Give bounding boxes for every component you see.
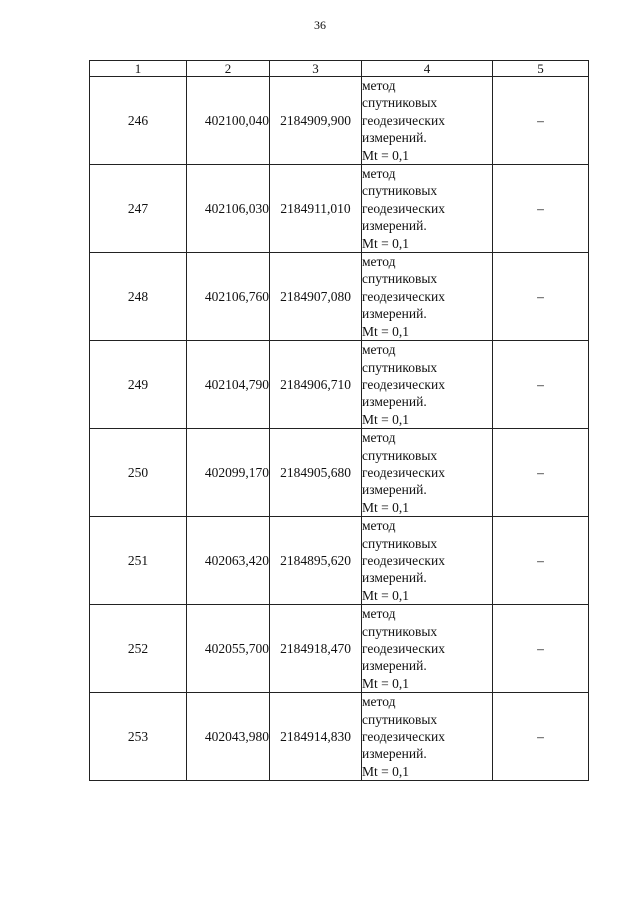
point-number-cell: 248: [90, 253, 187, 341]
page-number: 36: [314, 18, 326, 32]
method-line: геодезических: [362, 552, 445, 568]
table-row: [90, 429, 589, 517]
y-coordinate-cell: 2184909,900: [270, 77, 362, 165]
point-number-cell: 253: [90, 693, 187, 781]
method-line: Mt = 0,1: [362, 323, 409, 339]
method-line: геодезических: [362, 464, 445, 480]
method-line: Mt = 0,1: [362, 587, 409, 603]
method-line: геодезических: [362, 729, 445, 745]
column-header-2: 2: [187, 61, 270, 77]
method-line: Mt = 0,1: [362, 235, 409, 251]
y-coordinate-cell: 2184905,680: [270, 429, 362, 517]
table-row: [90, 605, 589, 693]
method-line: метод: [362, 342, 396, 358]
x-coordinate-cell: 402100,040: [187, 77, 270, 165]
table-row: [90, 165, 589, 253]
method-line: метод: [362, 254, 396, 270]
y-coordinate-cell: 2184906,710: [270, 341, 362, 429]
note-cell: –: [493, 165, 589, 253]
method-line: измерений.: [362, 570, 427, 586]
method-line: геодезических: [362, 376, 445, 392]
method-line: спутниковых: [362, 95, 438, 111]
point-number-cell: 250: [90, 429, 187, 517]
method-cell: [362, 605, 493, 693]
note-cell: –: [493, 429, 589, 517]
coordinates-table: [89, 60, 589, 781]
method-line: Mt = 0,1: [362, 499, 409, 515]
method-line: спутниковых: [362, 359, 438, 375]
method-line: измерений.: [362, 306, 427, 322]
method-line: метод: [362, 430, 396, 446]
point-number-cell: 251: [90, 517, 187, 605]
method-line: метод: [362, 78, 396, 93]
method-line: спутниковых: [362, 623, 438, 639]
method-line: Mt = 0,1: [362, 147, 409, 163]
method-line: измерений.: [362, 394, 427, 410]
method-line: метод: [362, 518, 396, 534]
method-line: измерений.: [362, 218, 427, 234]
method-line: спутниковых: [362, 183, 438, 199]
column-header-5: 5: [493, 61, 589, 77]
method-line: метод: [362, 694, 396, 710]
x-coordinate-cell: 402106,030: [187, 165, 270, 253]
method-line: спутниковых: [362, 447, 438, 463]
note-cell: –: [493, 77, 589, 165]
y-coordinate-cell: 2184907,080: [270, 253, 362, 341]
header-row: [90, 61, 589, 77]
point-number-cell: 252: [90, 605, 187, 693]
column-header-1: 1: [90, 61, 187, 77]
note-cell: –: [493, 253, 589, 341]
point-number-cell: 249: [90, 341, 187, 429]
x-coordinate-cell: 402104,790: [187, 341, 270, 429]
x-coordinate-cell: 402055,700: [187, 605, 270, 693]
method-line: спутниковых: [362, 711, 438, 727]
method-line: метод: [362, 166, 396, 182]
table-row: [90, 341, 589, 429]
method-line: измерений.: [362, 130, 427, 146]
method-cell: [362, 253, 493, 341]
x-coordinate-cell: 402106,760: [187, 253, 270, 341]
table-header: [90, 61, 589, 77]
method-line: измерений.: [362, 482, 427, 498]
x-coordinate-cell: 402063,420: [187, 517, 270, 605]
y-coordinate-cell: 2184911,010: [270, 165, 362, 253]
table-row: [90, 77, 589, 165]
x-coordinate-cell: 402099,170: [187, 429, 270, 517]
y-coordinate-cell: 2184918,470: [270, 605, 362, 693]
method-line: метод: [362, 606, 396, 622]
method-line: геодезических: [362, 200, 445, 216]
method-cell: [362, 429, 493, 517]
method-cell: [362, 165, 493, 253]
method-line: измерений.: [362, 658, 427, 674]
table-body: [90, 77, 589, 781]
method-line: Mt = 0,1: [362, 411, 409, 427]
method-line: спутниковых: [362, 271, 438, 287]
point-number-cell: 246: [90, 77, 187, 165]
x-coordinate-cell: 402043,980: [187, 693, 270, 781]
table-row: [90, 693, 589, 781]
column-header-4: 4: [362, 61, 493, 77]
method-line: Mt = 0,1: [362, 675, 409, 691]
note-cell: –: [493, 605, 589, 693]
method-line: спутниковых: [362, 535, 438, 551]
table-row: [90, 517, 589, 605]
method-line: геодезических: [362, 112, 445, 128]
point-number-cell: 247: [90, 165, 187, 253]
column-header-3: 3: [270, 61, 362, 77]
method-line: геодезических: [362, 641, 445, 656]
method-line: Mt = 0,1: [362, 763, 409, 779]
table-row: [90, 253, 589, 341]
method-cell: [362, 77, 493, 165]
y-coordinate-cell: 2184895,620: [270, 517, 362, 605]
method-cell: [362, 341, 493, 429]
note-cell: –: [493, 341, 589, 429]
method-cell: [362, 517, 493, 605]
method-cell: [362, 693, 493, 781]
method-line: геодезических: [362, 288, 445, 304]
note-cell: –: [493, 693, 589, 781]
note-cell: –: [493, 517, 589, 605]
y-coordinate-cell: 2184914,830: [270, 693, 362, 781]
method-line: измерений.: [362, 746, 427, 762]
